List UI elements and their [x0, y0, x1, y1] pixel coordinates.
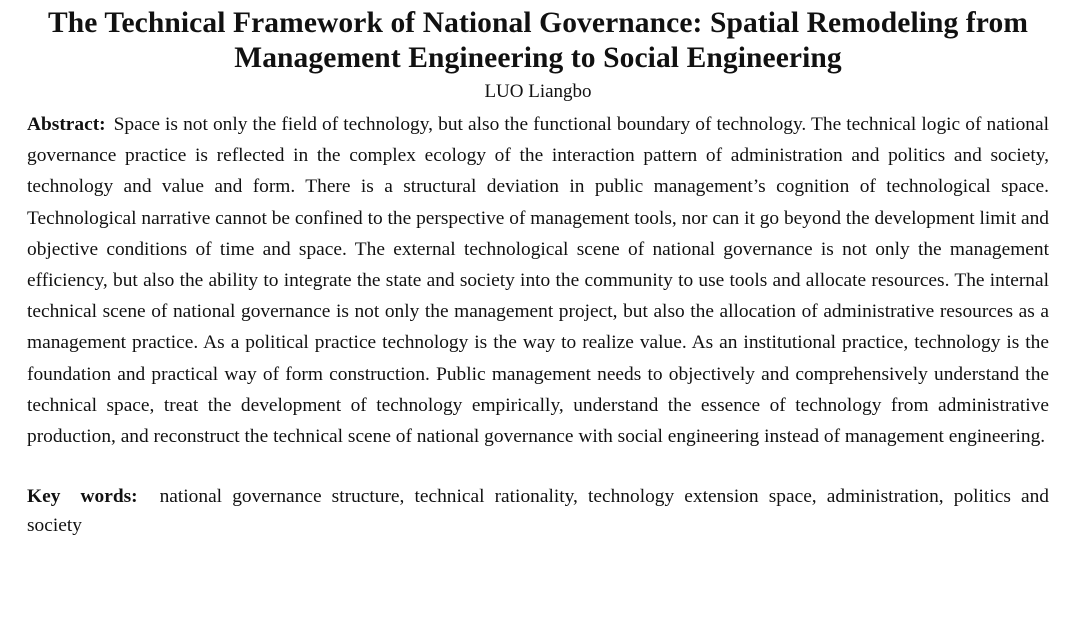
keywords-label: Key words: [27, 486, 138, 508]
author-name: LUO Liangbo [484, 81, 592, 102]
abstract-text: Space is not only the field of technology, but also the functional boundary of technology. The technical logic of national governance practice is reflected in the complex ecology of the interaction pattern of administration and politics and society, technology and value and form. There is a structural deviation in public management’s cognition of technological space. Technological narrative cannot be confined to the perspective of management tools, nor can it go beyond the development limit and objective conditions of time and space. The external technological scene of national governance is not only the management efficiency, but also the ability to integrate the state and society into the community to use tools and allocate resources. The internal technical scene of national governance is not only the management project, but also the allocation of administrative resources as a management practice. As a political practice technology is the way to realize value. As an institutional practice, technology is the foundation and practical way of form construction. Public management needs to objectively and comprehensively understand the technical space, treat the development of technology empirically, understand the essence of technology from administrative production, and reconstruct the technical scene of national governance with social engineering instead of management engineering. [27, 114, 1049, 448]
paper-title: The Technical Framework of National Governance: Spatial Remodeling from Management Engineering to Social Engineering [48, 7, 1028, 74]
abstract-label: Abstract: [27, 114, 106, 135]
keywords-paragraph [27, 482, 1049, 540]
abstract-paragraph [27, 109, 1049, 452]
keywords-text: national governance structure, technical rationality, technology extension space, administration, politics and society [27, 486, 1049, 537]
paper-page [27, 6, 1049, 540]
